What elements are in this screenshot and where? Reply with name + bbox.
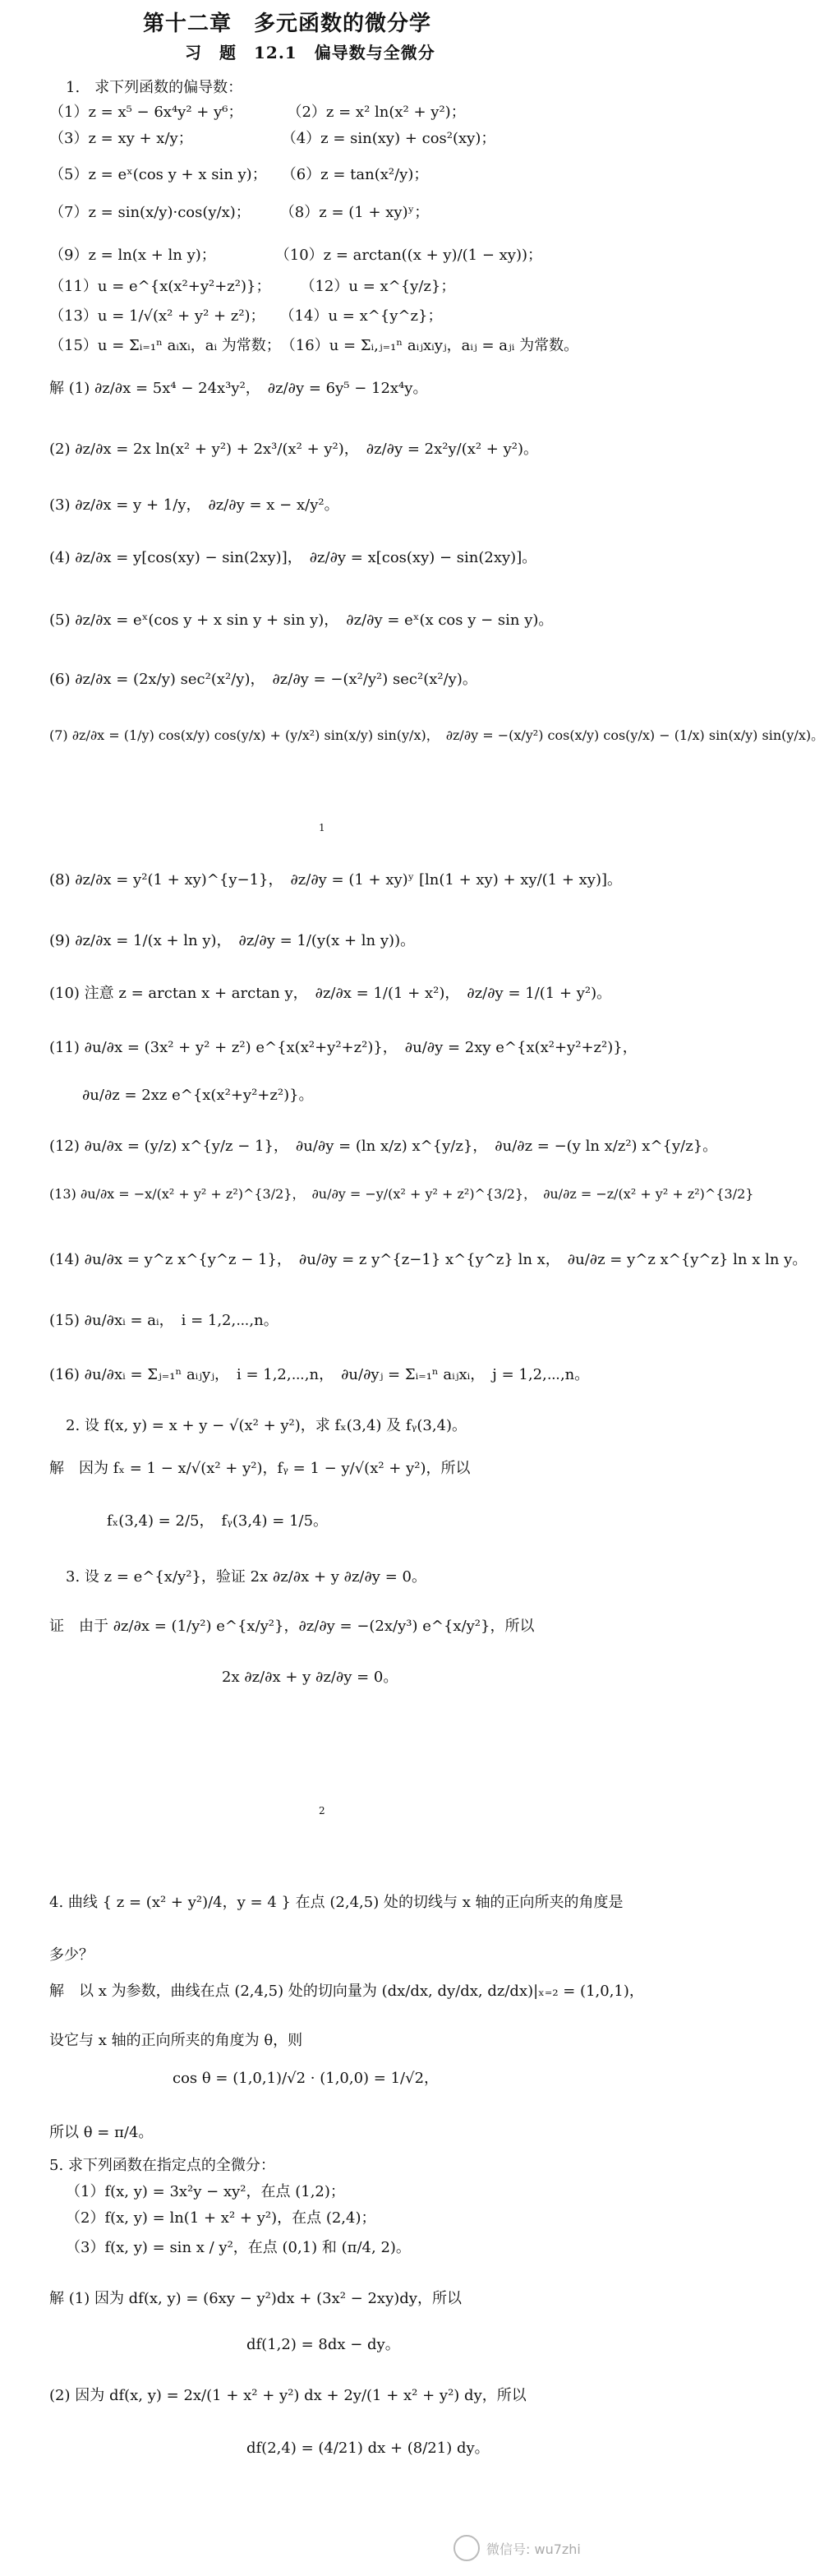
solution-line: (9) ∂z/∂x = 1/(x + ln y)， ∂z/∂y = 1/(y(x + ln y))。 (49, 932, 416, 949)
problem-5-item: （2）f(x, y) = ln(1 + x² + y²)，在点 (2,4)； (66, 2209, 376, 2227)
section-subtitle: 习 题 12.1 偏导数与全微分 (185, 43, 435, 62)
proof-line: 2x ∂z/∂x + y ∂z/∂y = 0。 (222, 1669, 398, 1686)
solution-line: 解 因为 fₓ = 1 − x/√(x² + y²)，fᵧ = 1 − y/√(x² + y²)，所以 (49, 1460, 471, 1477)
solution-line: 设它与 x 轴的正向所夹的角度为 θ，则 (49, 2032, 303, 2049)
problem-2-heading: 2. 设 f(x, y) = x + y − √(x² + y²)，求 fₓ(3,4) 及 fᵧ(3,4)。 (66, 1417, 467, 1434)
solution-line: cos θ = (1,0,1)/√2 · (1,0,0) = 1/√2， (173, 2070, 440, 2087)
solution-line: (12) ∂u/∂x = (y/z) x^{y/z − 1}， ∂u/∂y = (ln x/z) x^{y/z}， ∂u/∂z = −(y ln x/z²) x^{y/z}。 (49, 1138, 718, 1155)
solution-line: (6) ∂z/∂x = (2x/y) sec²(x²/y)， ∂z/∂y = −(x²/y²) sec²(x²/y)。 (49, 671, 477, 688)
problem-5-item: （1）f(x, y) = 3x²y − xy²，在点 (1,2)； (66, 2183, 345, 2200)
problem-1-heading: 1. 求下列函数的偏导数： (66, 79, 243, 96)
solution-line: (8) ∂z/∂x = y²(1 + xy)^{y−1}， ∂z/∂y = (1 + xy)ʸ [ln(1 + xy) + xy/(1 + xy)]。 (49, 871, 623, 889)
problem-1-item: （3）z = xy + x/y； （4）z = sin(xy) + cos²(xy)； (49, 130, 496, 147)
solution-line: (2) 因为 df(x, y) = 2x/(1 + x² + y²) dx + 2y/(1 + x² + y²) dy，所以 (49, 2387, 527, 2404)
solution-line: 解 以 x 为参数，曲线在点 (2,4,5) 处的切向量为 (dx/dx, dy/dx, dz/dx)|ₓ₌₂ = (1,0,1)， (49, 1983, 644, 2000)
problem-1-item: （11）u = e^{x(x²+y²+z²)}； （12）u = x^{y/z}； (49, 278, 456, 295)
wechat-icon (453, 2535, 480, 2561)
problem-1-item: （7）z = sin(x/y)·cos(y/x)； （8）z = (1 + xy)ʸ； (49, 204, 430, 221)
problem-1-item: （15）u = Σᵢ₌₁ⁿ aᵢxᵢ，aᵢ 为常数； （16）u = Σᵢ,ⱼ₌₁ⁿ aᵢⱼxᵢyⱼ，aᵢⱼ = aⱼᵢ 为常数。 (49, 337, 579, 354)
solution-line: (7) ∂z/∂x = (1/y) cos(x/y) cos(y/x) + (y/x²) sin(x/y) sin(y/x)， ∂z/∂y = −(x/y²) cos(x/y) cos(y/x) − (1/x) sin(x/y) sin(y/x)。 (49, 727, 824, 743)
solution-line: fₓ(3,4) = 2/5， fᵧ(3,4) = 1/5。 (107, 1512, 329, 1530)
solution-line: (15) ∂u/∂xᵢ = aᵢ， i = 1,2,⋯,n。 (49, 1312, 279, 1329)
problem-5-heading: 5. 求下列函数在指定点的全微分： (49, 2157, 275, 2174)
page-number: 1 (319, 822, 325, 833)
problem-4-heading: 4. 曲线 { z = (x² + y²)/4，y = 4 } 在点 (2,4,5) 处的切线与 x 轴的正向所夹的角度是 (49, 1894, 624, 1911)
solution-line: (4) ∂z/∂x = y[cos(xy) − sin(2xy)]， ∂z/∂y = x[cos(xy) − sin(2xy)]。 (49, 549, 537, 566)
problem-1-item: （5）z = eˣ(cos y + x sin y)； （6）z = tan(x²/y)； (49, 166, 429, 183)
solution-line: (14) ∂u/∂x = y^z x^{y^z − 1}， ∂u/∂y = z y^{z−1} x^{y^z} ln x， ∂u/∂z = y^z x^{y^z} ln x ln y。 (49, 1251, 808, 1268)
problem-1-item: （9）z = ln(x + ln y)； （10）z = arctan((x + y)/(1 − xy))； (49, 247, 543, 264)
watermark-text: 微信号: wu7zhi (486, 2541, 581, 2557)
problem-4-heading: 多少？ (49, 1946, 94, 1964)
proof-line: 证 由于 ∂z/∂x = (1/y²) e^{x/y²}，∂z/∂y = −(2x/y³) e^{x/y²}，所以 (49, 1618, 535, 1635)
solution-line: (16) ∂u/∂xᵢ = Σⱼ₌₁ⁿ aᵢⱼyⱼ， i = 1,2,⋯,n， ∂u/∂yⱼ = Σᵢ₌₁ⁿ aᵢⱼxᵢ， j = 1,2,⋯,n。 (49, 1366, 590, 1383)
solution-line: df(2,4) = (4/21) dx + (8/21) dy。 (246, 2440, 490, 2457)
chapter-title: 第十二章 多元函数的微分学 (143, 12, 432, 36)
solution-line: (10) 注意 z = arctan x + arctan y， ∂z/∂x = 1/(1 + x²)， ∂z/∂y = 1/(1 + y²)。 (49, 985, 612, 1002)
problem-1-item: （13）u = 1/√(x² + y² + z²)； （14）u = x^{y^z}； (49, 307, 443, 325)
solution-line: df(1,2) = 8dx − dy。 (246, 2336, 400, 2353)
solution-line: (5) ∂z/∂x = eˣ(cos y + x sin y + sin y)， ∂z/∂y = eˣ(x cos y − sin y)。 (49, 612, 554, 629)
solution-line: 解 (1) ∂z/∂x = 5x⁴ − 24x³y²， ∂z/∂y = 6y⁵ − 12x⁴y。 (49, 380, 428, 397)
solution-line: 解 (1) 因为 df(x, y) = (6xy − y²)dx + (3x² − 2xy)dy，所以 (49, 2290, 462, 2307)
problem-1-item: （1）z = x⁵ − 6x⁴y² + y⁶； （2）z = x² ln(x² + y²)； (49, 104, 466, 121)
solution-line: ∂u/∂z = 2xz e^{x(x²+y²+z²)}。 (82, 1087, 314, 1104)
solution-line: (11) ∂u/∂x = (3x² + y² + z²) e^{x(x²+y²+z²)}， ∂u/∂y = 2xy e^{x(x²+y²+z²)}， (49, 1039, 638, 1056)
problem-3-heading: 3. 设 z = e^{x/y²}，验证 2x ∂z/∂x + y ∂z/∂y = 0。 (66, 1568, 426, 1586)
wechat-watermark (453, 2535, 581, 2561)
solution-line: (13) ∂u/∂x = −x/(x² + y² + z²)^{3/2}， ∂u/∂y = −y/(x² + y² + z²)^{3/2}， ∂u/∂z = −z/(x² + y² + z²)^{3/2} (49, 1186, 754, 1202)
problem-5-item: （3）f(x, y) = sin x / y²，在点 (0,1) 和 (π/4, 2)。 (66, 2239, 411, 2256)
solution-line: (2) ∂z/∂x = 2x ln(x² + y²) + 2x³/(x² + y²)， ∂z/∂y = 2x²y/(x² + y²)。 (49, 441, 539, 458)
solution-line: (3) ∂z/∂x = y + 1/y， ∂z/∂y = x − x/y²。 (49, 496, 339, 514)
page-number: 2 (319, 1805, 325, 1817)
solution-line: 所以 θ = π/4。 (49, 2124, 154, 2141)
